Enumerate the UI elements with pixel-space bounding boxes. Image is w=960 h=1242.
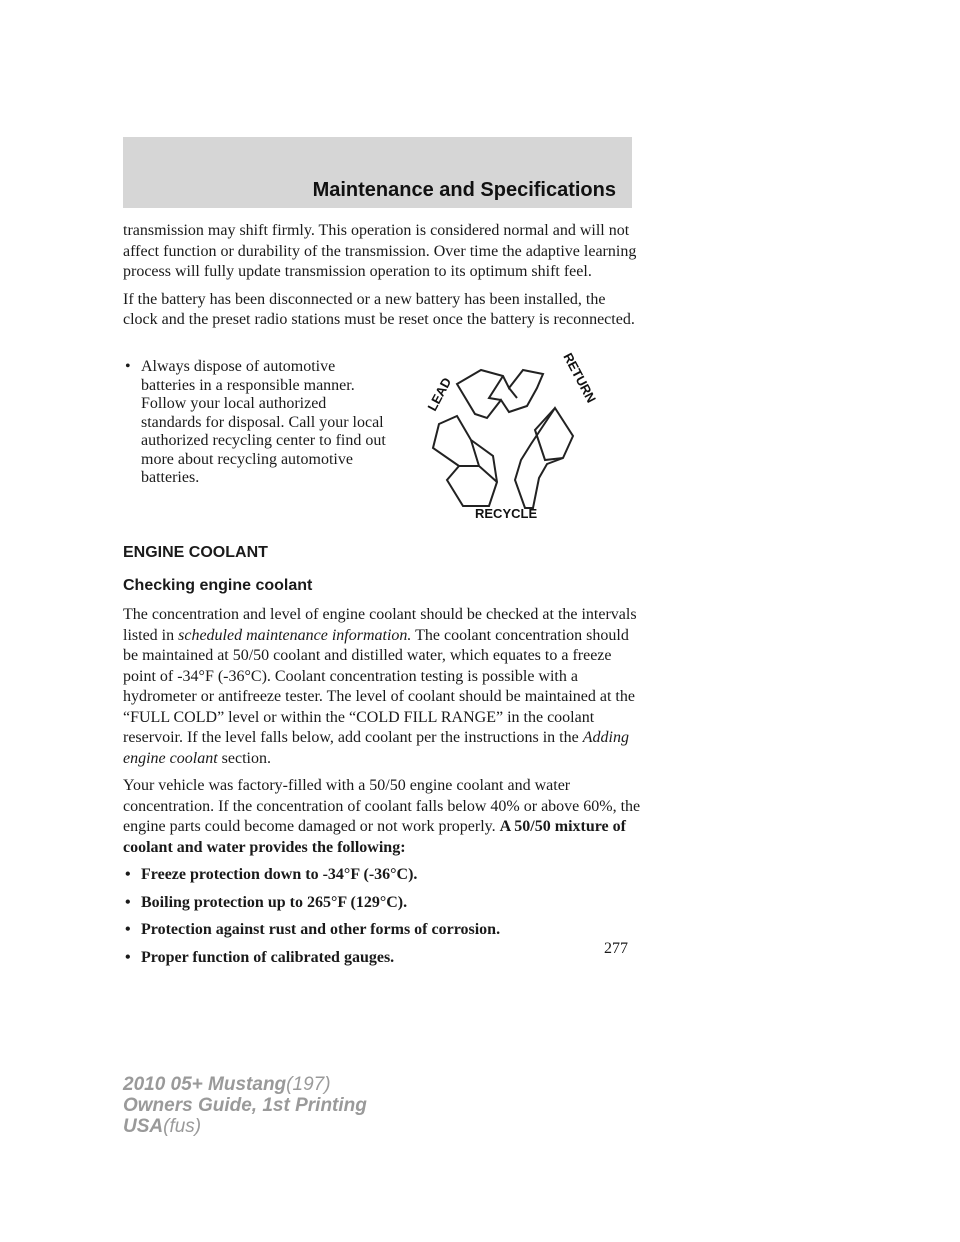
footer-line-3: USA(fus) [123, 1116, 202, 1137]
bullet-item: • Always dispose of automotive batteries in a responsible manner. Follow your local authorized standards for disposal. Call your local authorized recycling center to find out more about recycling automotive batteries. [123, 358, 388, 488]
adding-coolant-reference: Adding engine coolant [123, 729, 629, 767]
section-title: Maintenance and Specifications [312, 179, 616, 201]
coolant-section [123, 543, 643, 975]
coolant-paragraph-1: The concentration and level of engine coolant should be checked at the intervals listed in scheduled maintenance information. The coolant concentration should be maintained at 50/50 coolant and distilled water, which equates to a freeze point of -34°F (-36°C). Coolant concentration testing is possible with a hydrometer or antifreeze tester. The level of coolant should be maintained at the “FULL COLD” level or within the “COLD FILL RANGE” in the coolant reservoir. If the level falls below, add coolant per the instructions in the Adding engine coolant section. [123, 606, 637, 767]
list-item: • Boiling protection up to 265°F (129°C). [123, 893, 643, 914]
list-item: • Protection against rust and other forms of corrosion. [123, 920, 643, 941]
scheduled-maintenance-reference: scheduled maintenance information. [178, 626, 412, 644]
list-item: • Proper function of calibrated gauges. [123, 948, 643, 969]
list-item: • Freeze protection down to -34°F (-36°C). [123, 865, 643, 886]
recycle-label: RECYCLE [475, 506, 538, 521]
lead-recycle-symbol-icon [405, 330, 620, 530]
footer-line-2: Owners Guide, 1st Printing [123, 1095, 367, 1116]
intro-paragraph-2: If the battery has been disconnected or a new battery has been installed, the clock and the preset radio stations must be reset once the battery is reconnected. [123, 290, 635, 328]
footer [123, 1074, 367, 1137]
intro-paragraph-1: transmission may shift firmly. This operation is considered normal and will not affect function or durability of the transmission. Over time the adaptive learning process will fully update transmission operation to its optimum shift feel. [123, 222, 637, 280]
section-heading: ENGINE COOLANT [123, 544, 268, 561]
intro-text [123, 221, 643, 338]
return-label: RETURN [560, 350, 600, 406]
footer-line-1: 2010 05+ Mustang(197) [123, 1074, 331, 1095]
battery-disposal-bullet [123, 358, 388, 495]
subheading: Checking engine coolant [123, 576, 313, 594]
coolant-paragraph-2: Your vehicle was factory-filled with a 50/50 engine coolant and water concentration. If the concentration of coolant falls below 40% or above 60%, the engine parts could become damaged or not work properly. A 50/50 mixture of coolant and water provides the following: [123, 777, 641, 856]
page-number: 277 [604, 940, 628, 957]
lead-label: LEAD [424, 375, 455, 414]
header-band [123, 137, 632, 208]
